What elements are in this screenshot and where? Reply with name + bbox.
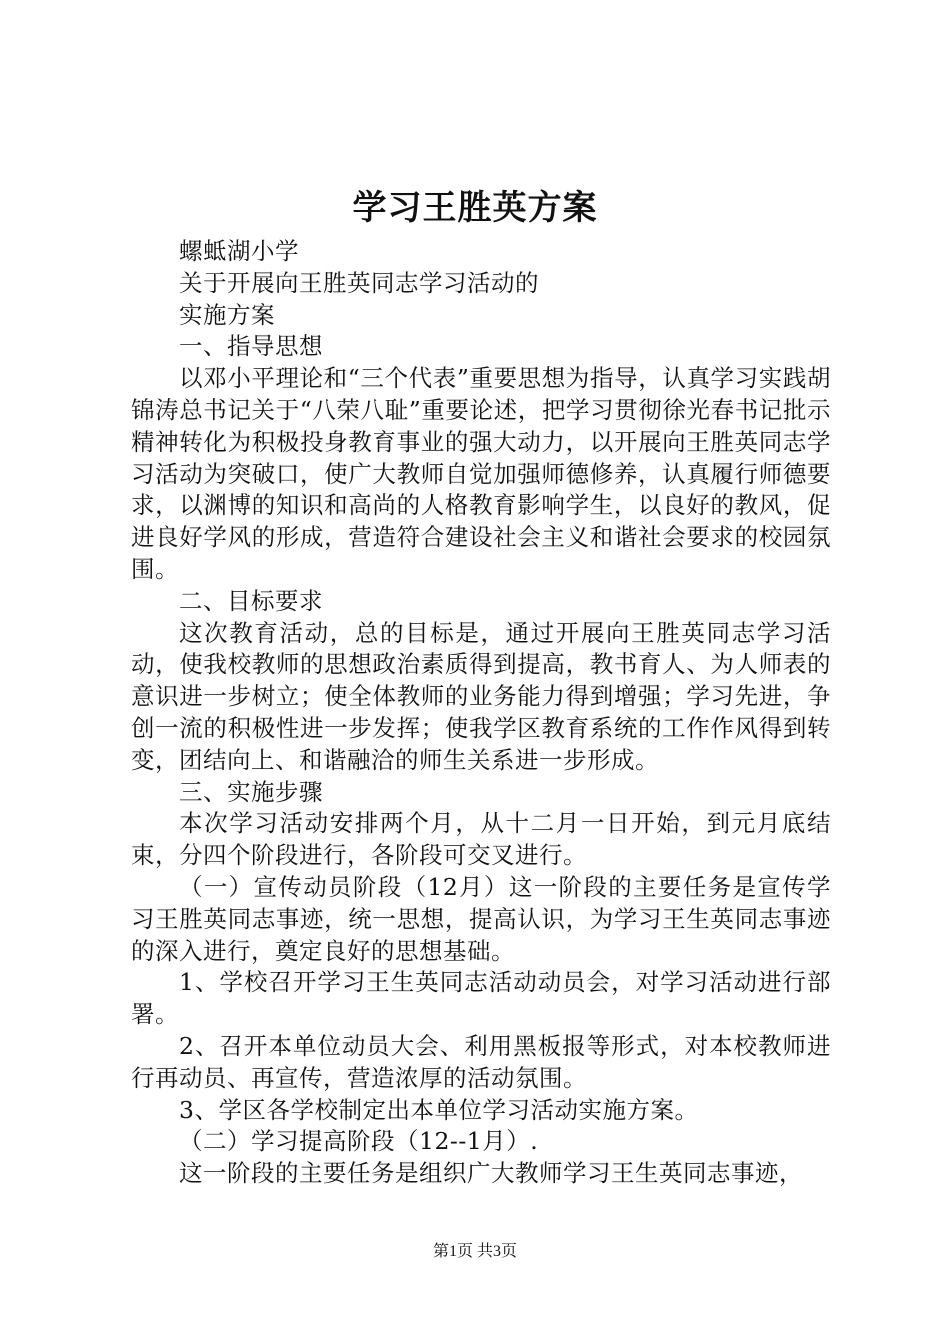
section-heading-steps: 三、实施步骤 [179, 777, 323, 806]
subtitle-line-2: 实施方案 [179, 300, 275, 329]
paragraph-stage-1: （一）宣传动员阶段（12月）这一阶段的主要任务是宣传学习王胜英同志事迹，统一思想，提高认识，为学习王生英同志事迹的深入进行，奠定良好的思想基础。 [131, 872, 831, 965]
section-heading-goals: 二、目标要求 [179, 586, 323, 615]
list-item-3: 3、学区各学校制定出本单位学习活动实施方案。 [179, 1095, 699, 1124]
list-item-1: 1、学校召开学习王生英同志活动动员会，对学习活动进行部署。 [131, 968, 831, 1029]
paragraph-steps-intro: 本次学习活动安排两个月，从十二月一日开始，到元月底结束，分四个阶段进行，各阶段可交叉进行。 [131, 809, 831, 870]
list-item-2: 2、召开本单位动员大会、利用黑板报等形式，对本校教师进行再动员、再宣传，营造浓厚的活动氛围。 [131, 1031, 831, 1092]
paragraph-guiding: 以邓小平理论和“三个代表”重要思想为指导，认真学习实践胡锦涛总书记关于“八荣八耻”重要论述，把学习贯彻徐光春书记批示精神转化为积极投身教育事业的强大动力，以开展向王胜英同志学习活动为突破口，使广大教师自觉加强师德修养，认真履行师德要求，以渊博的知识和高尚的人格教育影响学生，以良好的教风，促进良好学风的形成，营造符合建设社会主义和谐社会要求的校园氛围。 [131, 364, 831, 583]
paragraph-stage-2-heading: （二）学习提高阶段（12--1月）. [179, 1127, 539, 1156]
paragraph-goals: 这次教育活动，总的目标是，通过开展向王胜英同志学习活动，使我校教师的思想政治素质得到提高，教书育人、为人师表的意识进一步树立；使全体教师的业务能力得到增强；学习先进，争创一流的积极性进一步发挥；使我学区教育系统的工作作风得到转变，团结向上、和谐融洽的师生关系进一步形成。 [131, 618, 831, 774]
page-footer: 第1页 共3页 [432, 1243, 517, 1260]
subtitle-line-1: 关于开展向王胜英同志学习活动的 [179, 268, 539, 297]
section-heading-guiding: 一、指导思想 [179, 332, 323, 361]
document-body [131, 236, 831, 1190]
paragraph-stage-2: 这一阶段的主要任务是组织广大教师学习王生英同志事迹， [179, 1159, 803, 1188]
school-name: 螺蚳湖小学 [179, 237, 299, 265]
document-title: 学习王胜英方案 [352, 188, 598, 228]
